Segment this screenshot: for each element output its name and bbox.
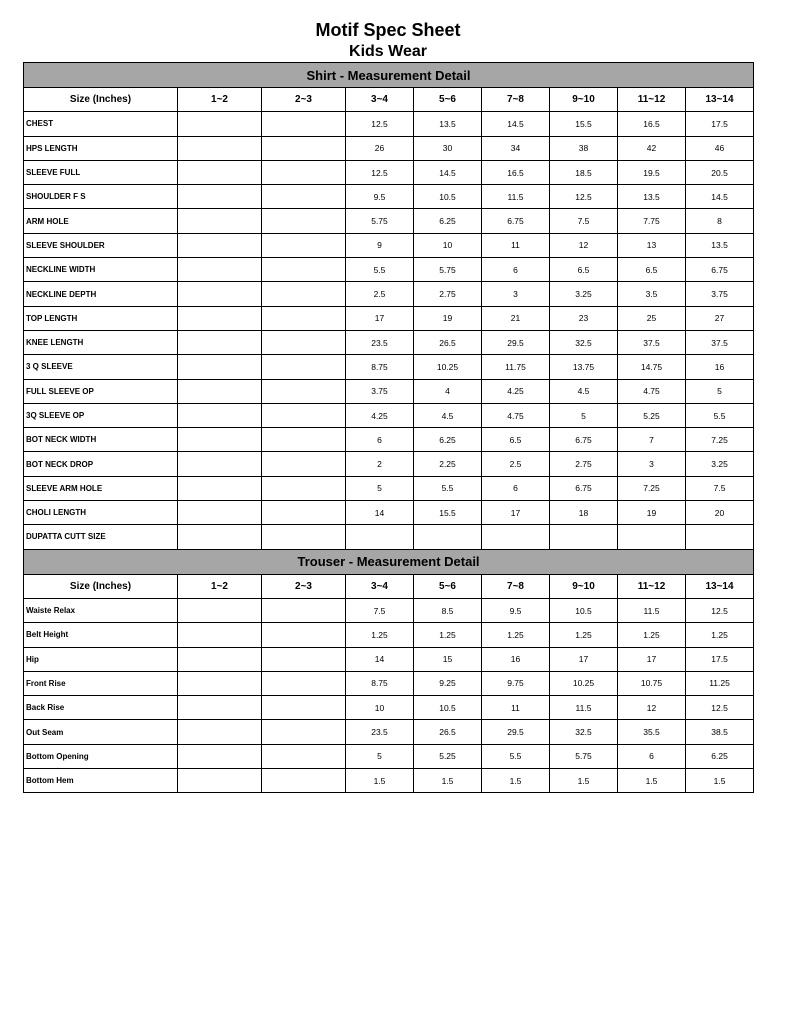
size-column-header: 3~4 [346, 574, 414, 598]
measurement-value [262, 769, 346, 793]
measurement-value: 2.5 [482, 452, 550, 476]
measurement-value: 16.5 [618, 112, 686, 136]
measurement-value: 8.75 [346, 671, 414, 695]
size-column-header: 1~2 [178, 574, 262, 598]
measurement-value [178, 209, 262, 233]
measurement-value [262, 696, 346, 720]
measurement-label: CHEST [24, 112, 178, 136]
measurement-label: SLEEVE SHOULDER [24, 233, 178, 257]
size-column-header: 9~10 [550, 88, 618, 112]
measurement-value [262, 112, 346, 136]
measurement-value: 37.5 [686, 330, 754, 354]
measurement-value: 6.75 [550, 476, 618, 500]
measurement-value: 3.75 [346, 379, 414, 403]
size-column-header: 5~6 [414, 574, 482, 598]
measurement-value: 10.25 [414, 355, 482, 379]
measurement-value: 11.5 [618, 598, 686, 622]
measurement-label: CHOLI LENGTH [24, 501, 178, 525]
measurement-label: Bottom Opening [24, 744, 178, 768]
size-column-header: 7~8 [482, 574, 550, 598]
measurement-value [262, 136, 346, 160]
measurement-value: 7.25 [618, 476, 686, 500]
measurement-value [178, 379, 262, 403]
measurement-value: 9.25 [414, 671, 482, 695]
measurement-value: 6.25 [414, 428, 482, 452]
measurement-value: 6.25 [686, 744, 754, 768]
size-column-header: 1~2 [178, 88, 262, 112]
measurement-value: 11.75 [482, 355, 550, 379]
measurement-value [178, 647, 262, 671]
measurement-value: 3.25 [550, 282, 618, 306]
measurement-value: 17 [482, 501, 550, 525]
measurement-value: 2.25 [414, 452, 482, 476]
size-column-header: 2~3 [262, 88, 346, 112]
measurement-value: 4.5 [414, 403, 482, 427]
measurement-value [178, 233, 262, 257]
shirt-section-title: Shirt - Measurement Detail [24, 63, 754, 88]
trouser-measurement-row [24, 623, 754, 647]
measurement-value [262, 160, 346, 184]
measurement-value: 12.5 [346, 160, 414, 184]
measurement-value: 17 [550, 647, 618, 671]
measurement-value: 5.75 [550, 744, 618, 768]
measurement-value: 16 [686, 355, 754, 379]
measurement-value: 3 [482, 282, 550, 306]
trouser-size-header-row [24, 574, 754, 598]
measurement-value: 11 [482, 696, 550, 720]
measurement-value: 6.5 [482, 428, 550, 452]
measurement-value: 12 [618, 696, 686, 720]
measurement-value [346, 525, 414, 549]
measurement-value: 14 [346, 501, 414, 525]
measurement-value: 37.5 [618, 330, 686, 354]
shirt-measurement-row [24, 476, 754, 500]
measurement-value [178, 501, 262, 525]
measurement-value [178, 769, 262, 793]
shirt-measurement-row [24, 185, 754, 209]
measurement-value [262, 623, 346, 647]
measurement-value [262, 185, 346, 209]
measurement-label: ARM HOLE [24, 209, 178, 233]
measurement-value [178, 696, 262, 720]
shirt-measurement-row [24, 233, 754, 257]
measurement-value [482, 525, 550, 549]
measurement-value [178, 598, 262, 622]
shirt-section-header [24, 63, 754, 88]
measurement-value [262, 476, 346, 500]
measurement-value [262, 233, 346, 257]
measurement-value: 32.5 [550, 330, 618, 354]
measurement-value: 1.5 [414, 769, 482, 793]
measurement-value [262, 525, 346, 549]
size-column-header: 2~3 [262, 574, 346, 598]
measurement-value: 5.5 [414, 476, 482, 500]
measurement-value: 20 [686, 501, 754, 525]
measurement-value [262, 720, 346, 744]
measurement-value [262, 209, 346, 233]
measurement-value: 25 [618, 306, 686, 330]
measurement-value: 13.5 [618, 185, 686, 209]
measurement-value: 5.25 [618, 403, 686, 427]
measurement-value: 5.75 [346, 209, 414, 233]
measurement-value: 5 [686, 379, 754, 403]
measurement-value: 34 [482, 136, 550, 160]
measurement-value: 6 [482, 476, 550, 500]
measurement-value: 5.75 [414, 258, 482, 282]
measurement-value: 13 [618, 233, 686, 257]
measurement-value [178, 525, 262, 549]
measurement-value: 10.5 [414, 696, 482, 720]
shirt-measurement-row [24, 112, 754, 136]
measurement-value [178, 306, 262, 330]
measurement-label: TOP LENGTH [24, 306, 178, 330]
measurement-value: 7.25 [686, 428, 754, 452]
measurement-value: 9.5 [346, 185, 414, 209]
measurement-label: 3 Q SLEEVE [24, 355, 178, 379]
measurement-value: 26.5 [414, 720, 482, 744]
measurement-value [262, 258, 346, 282]
trouser-measurement-row [24, 696, 754, 720]
measurement-value: 6.75 [482, 209, 550, 233]
measurement-value: 4.5 [550, 379, 618, 403]
measurement-value: 17.5 [686, 647, 754, 671]
measurement-value: 15.5 [550, 112, 618, 136]
measurement-value: 3.75 [686, 282, 754, 306]
measurement-value: 23.5 [346, 720, 414, 744]
size-column-header: 3~4 [346, 88, 414, 112]
measurement-value: 38 [550, 136, 618, 160]
measurement-value [178, 671, 262, 695]
shirt-measurement-row [24, 209, 754, 233]
measurement-value: 1.25 [618, 623, 686, 647]
measurement-value: 6.75 [686, 258, 754, 282]
measurement-label: Waiste Relax [24, 598, 178, 622]
measurement-value: 9.5 [482, 598, 550, 622]
measurement-value: 3 [618, 452, 686, 476]
trouser-measurement-row [24, 598, 754, 622]
size-column-header: 11~12 [618, 574, 686, 598]
measurement-value [178, 112, 262, 136]
measurement-label: KNEE LENGTH [24, 330, 178, 354]
measurement-value: 26 [346, 136, 414, 160]
measurement-value [178, 282, 262, 306]
shirt-measurement-row [24, 379, 754, 403]
measurement-value: 1.25 [482, 623, 550, 647]
measurement-label: SLEEVE ARM HOLE [24, 476, 178, 500]
measurement-value [262, 671, 346, 695]
size-column-header: 13~14 [686, 88, 754, 112]
measurement-value: 21 [482, 306, 550, 330]
measurement-value: 14.5 [686, 185, 754, 209]
measurement-value: 1.5 [686, 769, 754, 793]
measurement-value [178, 160, 262, 184]
shirt-measurement-row [24, 403, 754, 427]
measurement-value: 35.5 [618, 720, 686, 744]
measurement-label: 3Q SLEEVE OP [24, 403, 178, 427]
shirt-measurement-row [24, 282, 754, 306]
measurement-value: 3.5 [618, 282, 686, 306]
measurement-value: 14 [346, 647, 414, 671]
measurement-value: 27 [686, 306, 754, 330]
measurement-value: 7.5 [550, 209, 618, 233]
measurement-value: 13.5 [414, 112, 482, 136]
shirt-measurement-row [24, 330, 754, 354]
measurement-label: Back Rise [24, 696, 178, 720]
measurement-value: 15.5 [414, 501, 482, 525]
shirt-measurement-row [24, 306, 754, 330]
measurement-value: 11.5 [482, 185, 550, 209]
measurement-value: 6.25 [414, 209, 482, 233]
size-header-label: Size (Inches) [24, 88, 178, 112]
shirt-size-header-row [24, 88, 754, 112]
shirt-measurement-row [24, 258, 754, 282]
measurement-value: 29.5 [482, 720, 550, 744]
trouser-measurement-row [24, 720, 754, 744]
measurement-value: 1.5 [482, 769, 550, 793]
trouser-measurement-row [24, 647, 754, 671]
measurement-value: 5.25 [414, 744, 482, 768]
measurement-value: 5.5 [686, 403, 754, 427]
measurement-value: 6 [618, 744, 686, 768]
size-column-header: 11~12 [618, 88, 686, 112]
size-column-header: 13~14 [686, 574, 754, 598]
measurement-value: 38.5 [686, 720, 754, 744]
measurement-label: SHOULDER F S [24, 185, 178, 209]
measurement-value: 6.5 [550, 258, 618, 282]
measurement-label: NECKLINE DEPTH [24, 282, 178, 306]
measurement-value: 20.5 [686, 160, 754, 184]
measurement-value: 23 [550, 306, 618, 330]
measurement-label: Front Rise [24, 671, 178, 695]
measurement-value [262, 452, 346, 476]
measurement-value: 5 [550, 403, 618, 427]
measurement-value: 4.25 [482, 379, 550, 403]
measurement-value: 17 [618, 647, 686, 671]
trouser-measurement-row [24, 671, 754, 695]
measurement-value: 29.5 [482, 330, 550, 354]
measurement-value [262, 501, 346, 525]
measurement-value: 6.5 [618, 258, 686, 282]
measurement-value: 18 [550, 501, 618, 525]
measurement-value: 1.5 [618, 769, 686, 793]
measurement-label: BOT NECK WIDTH [24, 428, 178, 452]
measurement-value [686, 525, 754, 549]
measurement-value: 12.5 [346, 112, 414, 136]
measurement-value: 11.25 [686, 671, 754, 695]
measurement-value: 5 [346, 476, 414, 500]
measurement-value: 30 [414, 136, 482, 160]
measurement-value: 7.5 [686, 476, 754, 500]
measurement-value: 8.5 [414, 598, 482, 622]
measurement-value [178, 476, 262, 500]
measurement-value [262, 282, 346, 306]
measurement-value: 12 [550, 233, 618, 257]
measurement-value: 4.75 [618, 379, 686, 403]
measurement-value: 7.5 [346, 598, 414, 622]
measurement-label: NECKLINE WIDTH [24, 258, 178, 282]
measurement-value: 5.5 [346, 258, 414, 282]
measurement-value: 9 [346, 233, 414, 257]
measurement-value: 4.25 [346, 403, 414, 427]
shirt-measurement-row [24, 501, 754, 525]
measurement-value [178, 355, 262, 379]
measurement-value: 19 [414, 306, 482, 330]
measurement-value [178, 185, 262, 209]
measurement-value: 12.5 [550, 185, 618, 209]
measurement-value [178, 330, 262, 354]
measurement-value: 16 [482, 647, 550, 671]
measurement-value: 12.5 [686, 696, 754, 720]
measurement-value [178, 403, 262, 427]
measurement-label: Belt Height [24, 623, 178, 647]
measurement-value: 5.5 [482, 744, 550, 768]
measurement-value [550, 525, 618, 549]
measurement-label: FULL SLEEVE OP [24, 379, 178, 403]
measurement-value: 23.5 [346, 330, 414, 354]
trouser-section-header [24, 549, 754, 574]
measurement-value: 14.5 [482, 112, 550, 136]
size-column-header: 5~6 [414, 88, 482, 112]
measurement-value [178, 452, 262, 476]
measurement-value: 17.5 [686, 112, 754, 136]
size-column-header: 7~8 [482, 88, 550, 112]
measurement-value [262, 403, 346, 427]
document-title: Motif Spec Sheet [315, 20, 461, 40]
measurement-value: 10.25 [550, 671, 618, 695]
measurement-value [178, 623, 262, 647]
shirt-measurement-row [24, 525, 754, 549]
measurement-value: 2.75 [414, 282, 482, 306]
measurement-value: 13.5 [686, 233, 754, 257]
measurement-value [262, 744, 346, 768]
measurement-label: BOT NECK DROP [24, 452, 178, 476]
measurement-value [262, 647, 346, 671]
measurement-value: 9.75 [482, 671, 550, 695]
measurement-value: 19 [618, 501, 686, 525]
measurement-value: 2.5 [346, 282, 414, 306]
measurement-value: 19.5 [618, 160, 686, 184]
measurement-label: Out Seam [24, 720, 178, 744]
trouser-section-title: Trouser - Measurement Detail [24, 549, 754, 574]
measurement-value: 7.75 [618, 209, 686, 233]
measurement-value: 13.75 [550, 355, 618, 379]
measurement-value: 6 [346, 428, 414, 452]
measurement-value: 7 [618, 428, 686, 452]
measurement-value [178, 428, 262, 452]
measurement-value: 1.25 [346, 623, 414, 647]
measurement-value: 18.5 [550, 160, 618, 184]
shirt-measurement-row [24, 428, 754, 452]
measurement-value: 42 [618, 136, 686, 160]
measurement-value: 3.25 [686, 452, 754, 476]
spec-table [23, 62, 754, 793]
measurement-label: Bottom Hem [24, 769, 178, 793]
measurement-label: HPS LENGTH [24, 136, 178, 160]
size-column-header: 9~10 [550, 574, 618, 598]
shirt-measurement-row [24, 160, 754, 184]
measurement-value: 16.5 [482, 160, 550, 184]
measurement-value [262, 306, 346, 330]
measurement-value: 11.5 [550, 696, 618, 720]
measurement-value: 4 [414, 379, 482, 403]
trouser-measurement-row [24, 744, 754, 768]
measurement-value [178, 258, 262, 282]
measurement-value [262, 428, 346, 452]
measurement-value: 6 [482, 258, 550, 282]
measurement-value: 8 [686, 209, 754, 233]
measurement-value [178, 744, 262, 768]
measurement-value: 1.5 [346, 769, 414, 793]
measurement-value [262, 379, 346, 403]
measurement-value: 12.5 [686, 598, 754, 622]
measurement-value: 14.5 [414, 160, 482, 184]
shirt-measurement-row [24, 452, 754, 476]
measurement-value: 2 [346, 452, 414, 476]
measurement-value [262, 330, 346, 354]
measurement-value: 15 [414, 647, 482, 671]
shirt-measurement-row [24, 355, 754, 379]
trouser-measurement-row [24, 769, 754, 793]
measurement-label: DUPATTA CUTT SIZE [24, 525, 178, 549]
document-subtitle: Kids Wear [349, 43, 427, 60]
measurement-value: 6.75 [550, 428, 618, 452]
measurement-value [178, 136, 262, 160]
measurement-value: 10.75 [618, 671, 686, 695]
measurement-value: 32.5 [550, 720, 618, 744]
measurement-value: 1.25 [414, 623, 482, 647]
measurement-value: 8.75 [346, 355, 414, 379]
measurement-value: 10 [414, 233, 482, 257]
measurement-value: 17 [346, 306, 414, 330]
size-header-label: Size (Inches) [24, 574, 178, 598]
measurement-value: 5 [346, 744, 414, 768]
measurement-value: 10.5 [414, 185, 482, 209]
measurement-value: 46 [686, 136, 754, 160]
measurement-value [262, 355, 346, 379]
measurement-value: 10 [346, 696, 414, 720]
measurement-value: 1.5 [550, 769, 618, 793]
measurement-value: 2.75 [550, 452, 618, 476]
measurement-label: SLEEVE FULL [24, 160, 178, 184]
measurement-value: 1.25 [686, 623, 754, 647]
measurement-value: 4.75 [482, 403, 550, 427]
measurement-value: 10.5 [550, 598, 618, 622]
measurement-label: Hip [24, 647, 178, 671]
measurement-value [414, 525, 482, 549]
measurement-value: 11 [482, 233, 550, 257]
measurement-value [178, 720, 262, 744]
measurement-value [262, 598, 346, 622]
shirt-measurement-row [24, 136, 754, 160]
measurement-value: 14.75 [618, 355, 686, 379]
measurement-value: 1.25 [550, 623, 618, 647]
measurement-value: 26.5 [414, 330, 482, 354]
measurement-value [618, 525, 686, 549]
